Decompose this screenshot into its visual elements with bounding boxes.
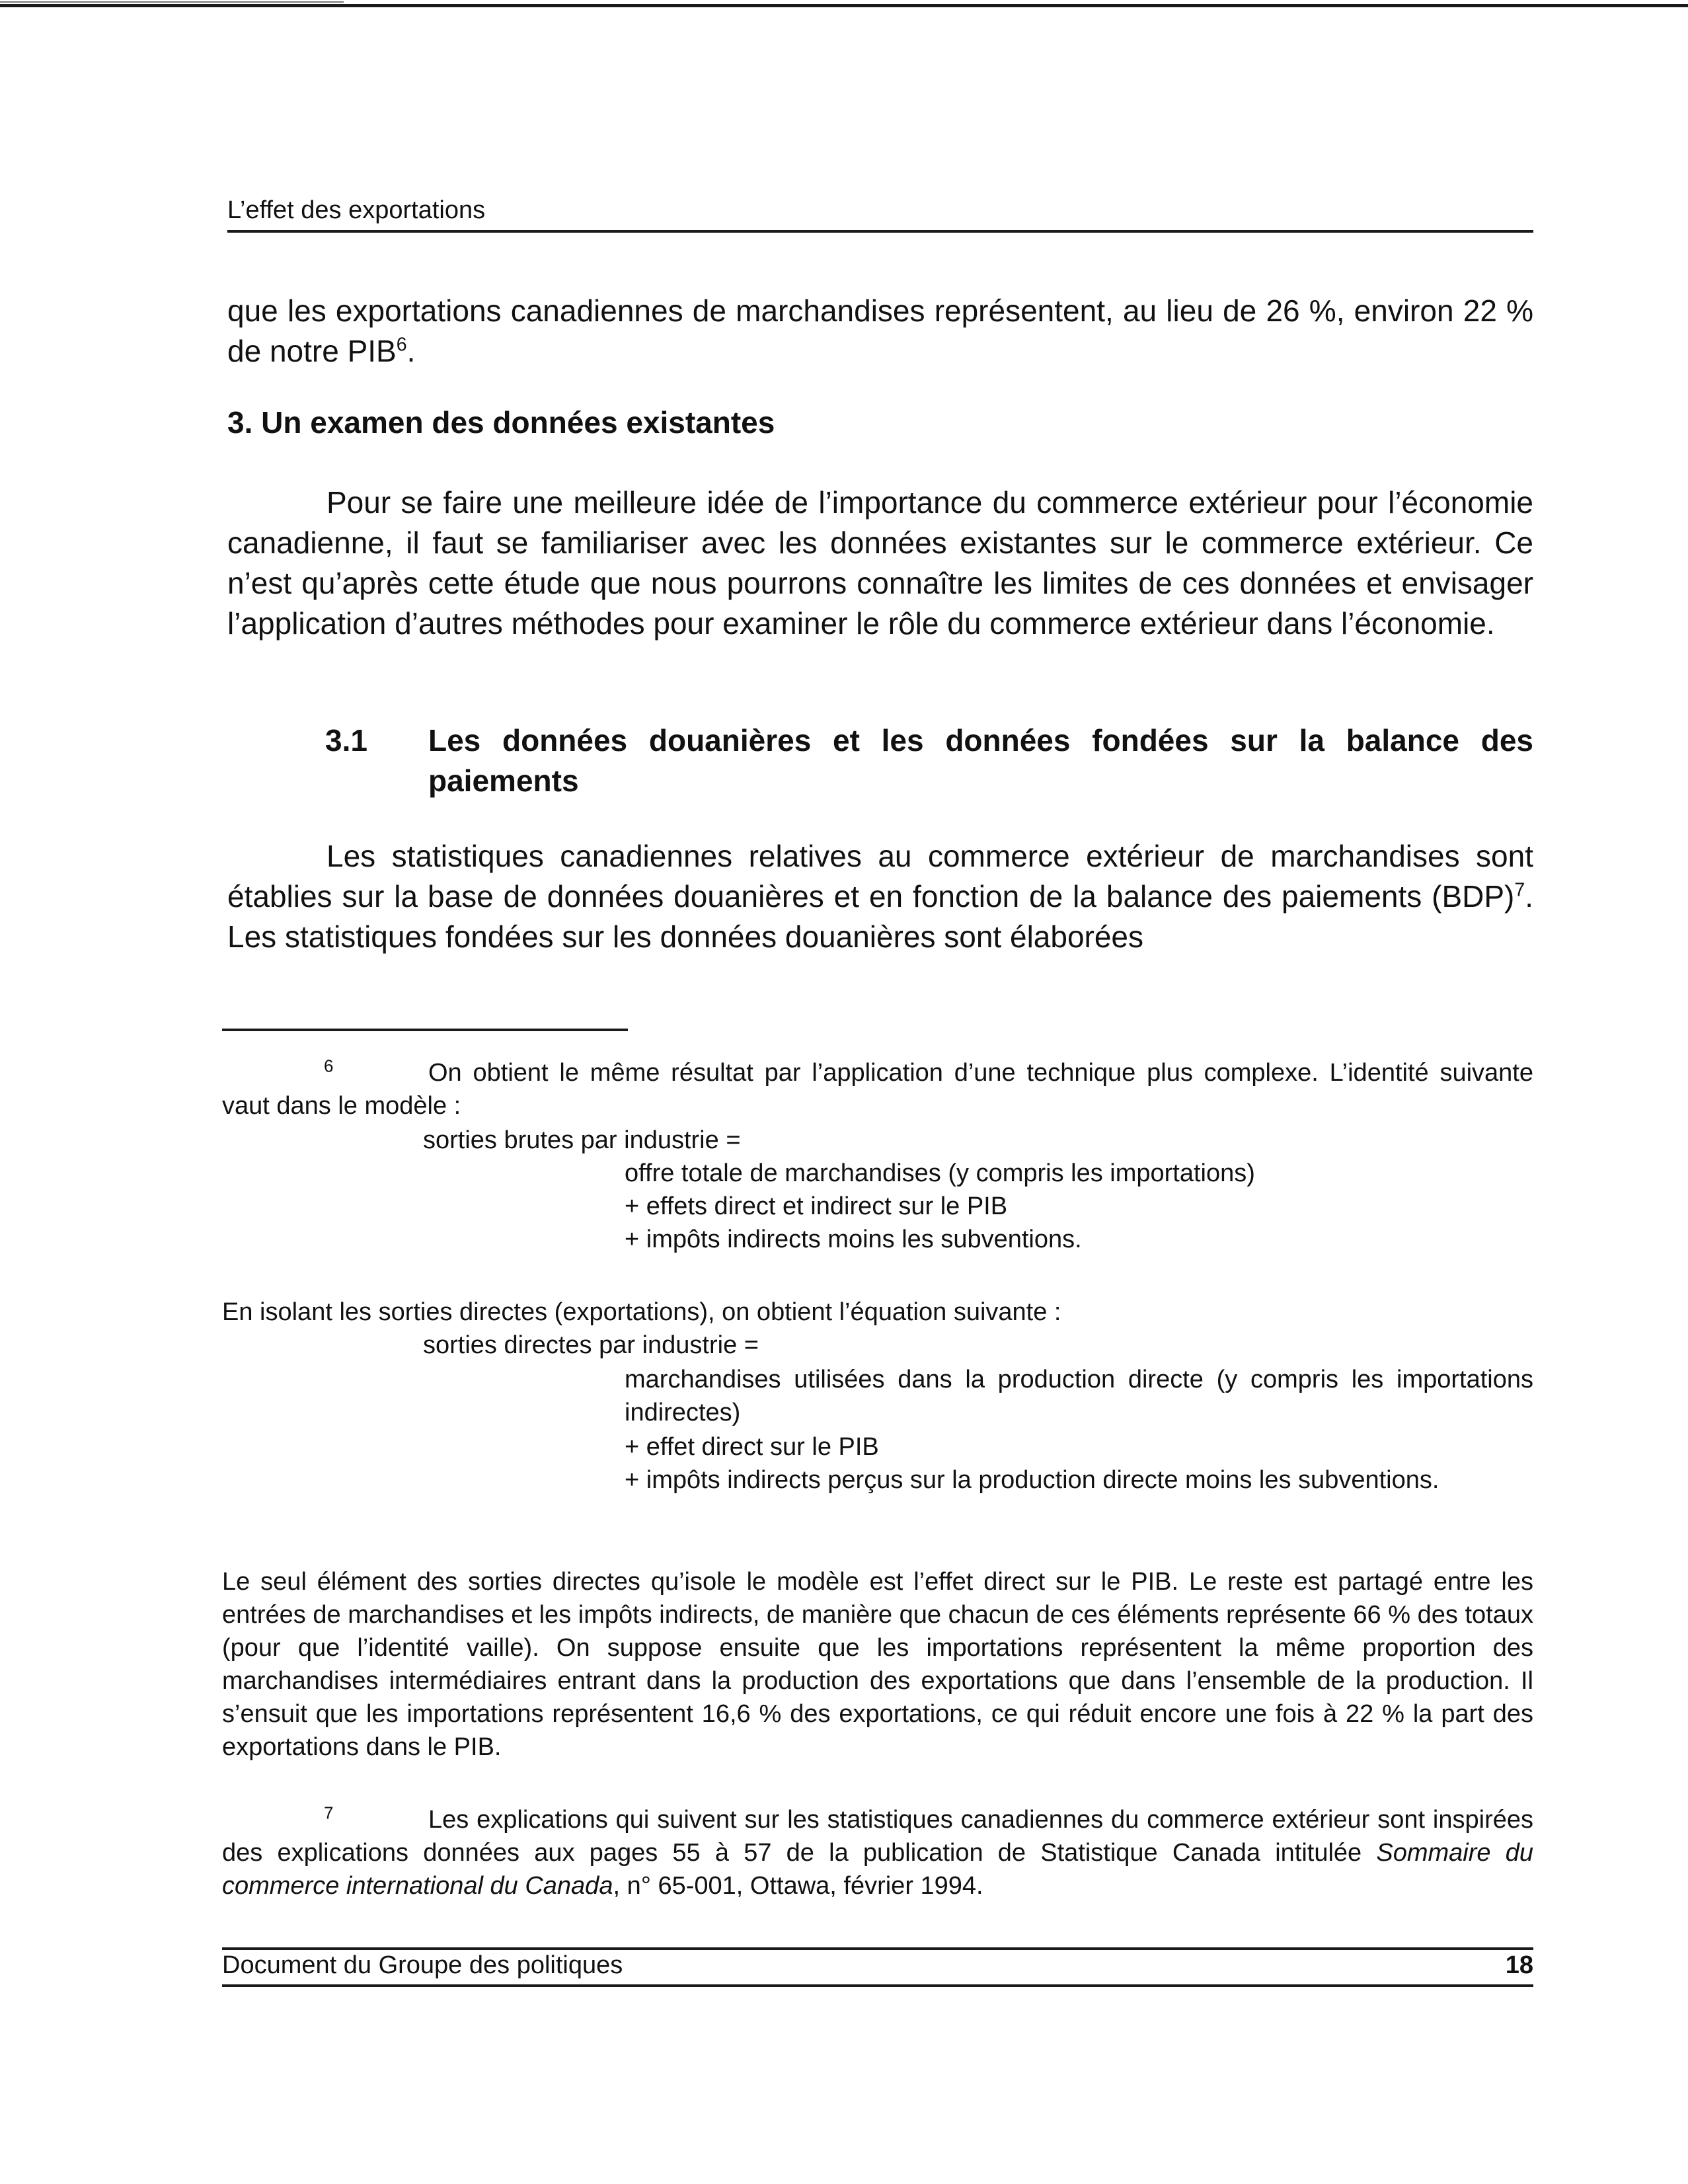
footnote-6-intro <box>222 1056 1533 1122</box>
page-number: 18 <box>1505 1951 1533 1979</box>
section-3-1-text-b: . Les statistiques fondées sur les données douanières sont élaborées <box>227 879 1533 954</box>
eq1-line-3: + impôts indirects moins les subventions. <box>625 1226 1082 1253</box>
intro-paragraph <box>227 291 1533 371</box>
top-thin-rule <box>0 1 344 3</box>
section-3-1-title: Les données douanières et les données fondées sur la balance des paiements <box>428 723 1533 798</box>
top-rule <box>0 4 1688 7</box>
running-header <box>227 190 1533 233</box>
section-3-1-paragraph <box>227 836 1533 957</box>
intro-end: . <box>406 334 416 368</box>
section-3-1-text-a: Les statistiques canadiennes relatives au commerce extérieur de marchandises sont établies sur la base de données douanières et en fonction de la balance des paiements (BDP) <box>227 839 1533 914</box>
header-title: L’effet des exportations <box>227 196 486 224</box>
footnote-6-middle: En isolant les sorties directes (exportations), on obtient l’équation suivante : <box>222 1298 1061 1326</box>
section-3-heading: 3. Un examen des données existantes <box>227 405 775 440</box>
footer-document-name: Document du Groupe des politiques <box>222 1951 623 1979</box>
section-3-1-heading <box>325 721 1533 801</box>
eq2-line-3: + impôts indirects perçus sur la production directe moins les subventions. <box>625 1466 1439 1494</box>
footnote-7-text-b: , n° 65-001, Ottawa, février 1994. <box>613 1872 983 1900</box>
footnote-7-mark: 7 <box>324 1803 334 1823</box>
footnote-7 <box>222 1803 1533 1902</box>
eq1-lhs: sorties brutes par industrie = <box>423 1126 741 1154</box>
footnote-7-text-a: Les explications qui suivent sur les statistiques canadiennes du commerce extérieur sont inspirées des explications données aux pages 55 à 57 de la publication de Statistique Canada intitulée <box>222 1806 1533 1867</box>
section-3-1-number: 3.1 <box>325 723 367 758</box>
footnote-7-publication-title: Sommaire du commerce international du Canada <box>222 1839 1533 1900</box>
eq2-lhs: sorties directes par industrie = <box>423 1331 759 1359</box>
footnote-6-mark-holder <box>222 1056 428 1089</box>
running-footer <box>222 1947 1533 1987</box>
footnote-6-conclusion: Le seul élément des sorties directes qu’isole le modèle est l’effet direct sur le PIB. Le reste est partagé entre les entrées de marchandises et les impôts indirects, de manière que chacun de ces éléments représente 66 % des totaux (pour que l’identité vaille). On suppose ensuite que les importations représentent la même proportion des marchandises intermédiaires entrant dans la production des exportations que dans l’ensemble de la production. Il s’ensuit que les importations représentent 16,6 % des exportations, ce qui réduit encore une fois à 22 % la part des exportations dans le PIB. <box>222 1568 1533 1761</box>
section-3-paragraph: Pour se faire une meilleure idée de l’importance du commerce extérieur pour l’économie canadienne, il faut se familiariser avec les données existantes sur le commerce extérieur. Ce n’est qu’après cette étude que nous pourrons connaître les limites de ces données et envisager l’application d’autres méthodes pour examiner le rôle du commerce extérieur dans l’économie. <box>227 485 1533 641</box>
eq2-line-2: + effet direct sur le PIB <box>625 1433 879 1461</box>
footnote-6-mark: 6 <box>324 1056 334 1076</box>
footnote-ref-7[interactable]: 7 <box>1514 879 1525 901</box>
footnote-7-mark-holder <box>222 1803 428 1836</box>
intro-text: que les exportations canadiennes de marchandises représentent, au lieu de 26 %, environ 22 % de notre PIB <box>227 293 1533 368</box>
eq1-line-1: offre totale de marchandises (y compris les importations) <box>625 1159 1255 1187</box>
footnote-separator <box>222 1029 628 1031</box>
footnote-6-intro-text: On obtient le même résultat par l’application d’une technique plus complexe. L’identité suivante vaut dans le modèle : <box>222 1059 1533 1120</box>
eq1-line-2: + effets direct et indirect sur le PIB <box>625 1192 1008 1220</box>
footnote-ref-6[interactable]: 6 <box>396 334 407 356</box>
eq2-line-1: marchandises utilisées dans la production directe (y compris les importations indirectes) <box>625 1366 1533 1426</box>
